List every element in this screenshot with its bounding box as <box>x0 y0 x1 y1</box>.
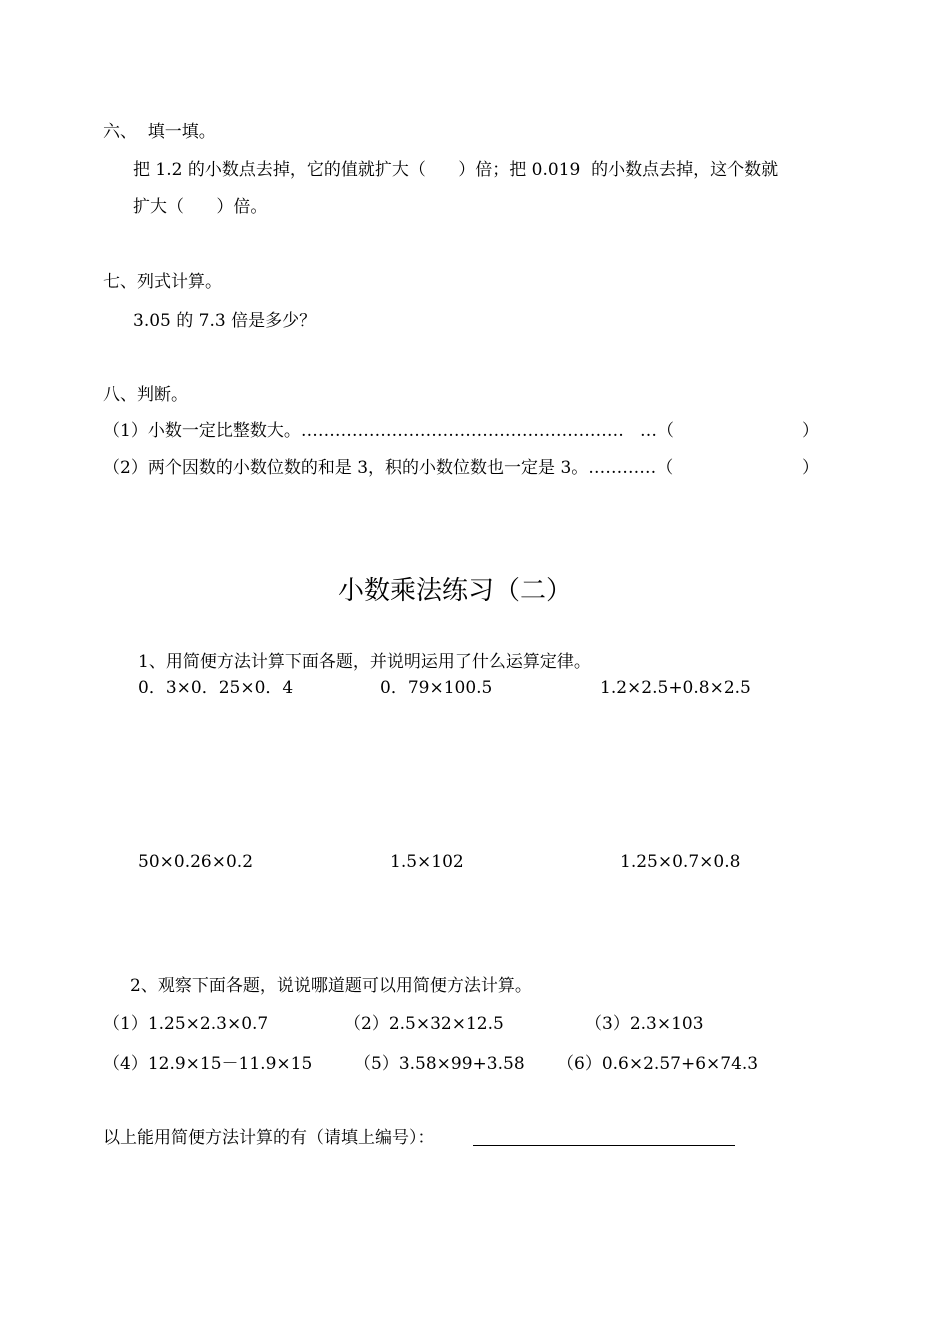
section-7-heading: 七、列式计算。 <box>103 272 222 292</box>
judgement-item-2-close-paren: ） <box>802 458 819 478</box>
q1-expression-4: 50×0.26×0.2 <box>138 852 254 872</box>
q2-item-3: （3）2.3×103 <box>585 1014 704 1034</box>
q2-item-6: （6）0.6×2.57+6×74.3 <box>557 1054 759 1074</box>
section-7-question: 3.05 的 7.3 倍是多少？ <box>133 311 317 331</box>
judgement-item-1: （1）小数一定比整数大。………………………………………………… …（ <box>103 421 675 441</box>
q2-item-1: （1）1.25×2.3×0.7 <box>103 1014 269 1034</box>
q2-item-5: （5）3.58×99+3.58 <box>354 1054 525 1074</box>
q1-expression-5: 1.5×102 <box>390 852 464 872</box>
q1-expression-3: 1.2×2.5+0.8×2.5 <box>600 678 751 698</box>
q1-prompt: 1、用简便方法计算下面各题，并说明运用了什么运算定律。 <box>138 652 591 672</box>
q1-expression-1: 0．3×0．25×0．4 <box>138 678 294 698</box>
answer-blank-line[interactable] <box>473 1145 735 1146</box>
q1-expression-6: 1.25×0.7×0.8 <box>620 852 741 872</box>
judgement-item-2: （2）两个因数的小数位数的和是 3，积的小数位数也一定是 3。…………（ <box>103 458 674 478</box>
section-6-question-line-1: 把 1.2 的小数点去掉，它的值就扩大（ ）倍；把 0.019 的小数点去掉，这个数就 <box>133 160 779 180</box>
section-6-heading: 六、 填一填。 <box>103 122 216 142</box>
q2-item-2: （2）2.5×32×12.5 <box>344 1014 504 1034</box>
q1-expression-2: 0．79×100.5 <box>380 678 493 698</box>
section-6-question-line-2: 扩大（ ）倍。 <box>133 197 268 217</box>
judgement-item-1-close-paren: ） <box>802 421 819 441</box>
q2-prompt: 2、观察下面各题，说说哪道题可以用简便方法计算。 <box>130 976 532 996</box>
q2-item-4: （4）12.9×15－11.9×15 <box>103 1054 313 1074</box>
answer-label: 以上能用简便方法计算的有（请填上编号）： <box>103 1128 435 1148</box>
section-8-heading: 八、判断。 <box>103 385 188 405</box>
practice-title: 小数乘法练习（二） <box>338 576 573 606</box>
